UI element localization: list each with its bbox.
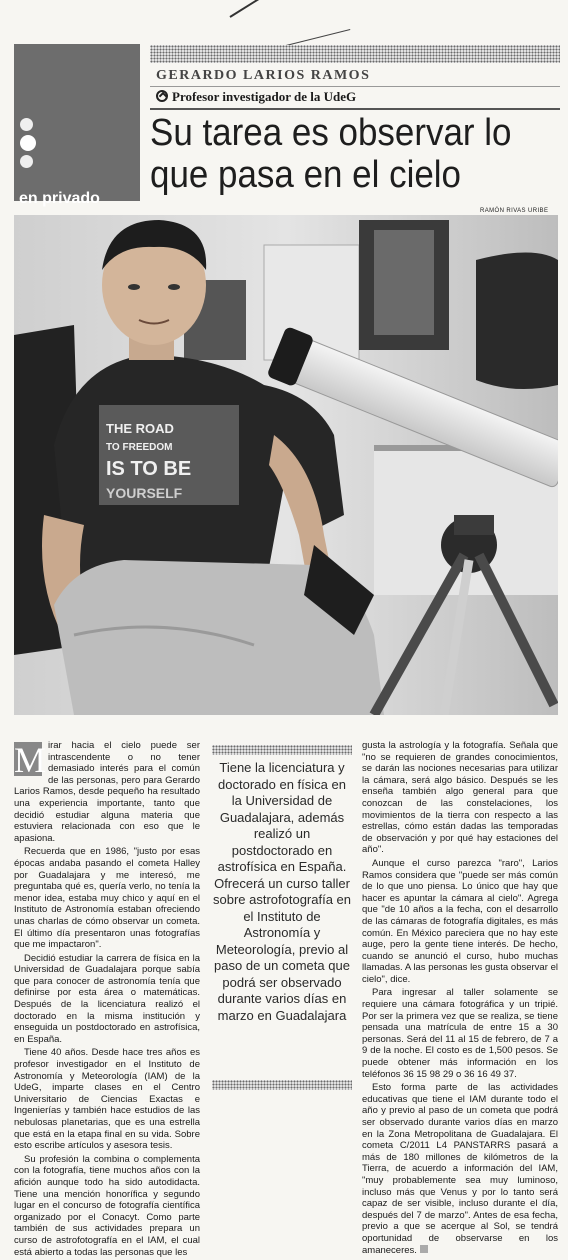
divider [150, 86, 560, 87]
column-label: en privado [19, 190, 100, 207]
shirt-text: THE ROAD [106, 421, 174, 436]
paragraph: gusta la astrología y la fotografía. Señala que "no se requieren de grandes conocimientos, se darán las nociones necesarias para utilizar la cámara, será algo básico. Después se les enseña también algo general para que conozcan de las constelaciones, los movimientos de la tierra con respecto a las estrellas, cómo están dadas las temporadas de observación y por qué hay estaciones del año". [362, 740, 558, 856]
paragraph: Aunque el curso parezca "raro", Larios Ramos considera que "puede ser más común de lo que uno piensa. Lo único que hay que hacer es apuntar la cámara al cielo". Agrega que "de 10 años a la fecha, con el desarrollo de las cámaras de fotografía digitales, es más común. En México pareciera que no hay este auge, pero la gente tiene interés. De hecho, cuando se anunció el curso, hubo muchas llamadas. A las personas les gusta observar el cielo", dice. [362, 857, 558, 985]
pen-stroke-mark [229, 0, 283, 18]
shirt-text: TO FREEDOM [106, 442, 173, 453]
pullquote-dotted-bar [212, 1080, 352, 1090]
subject-name: GERARDO LARIOS RAMOS [156, 68, 371, 83]
column-box [14, 44, 140, 207]
photo-credit: RAMÓN RIVAS URIBE [480, 208, 549, 214]
shirt-text: YOURSELF [106, 485, 183, 501]
column-dots-icon [18, 118, 52, 172]
paragraph: Esto forma parte de las actividades educativas que tiene el IAM durante todo el año y previo al paso de un cometa que podrá ser observado durante varios días en marzo en la Zona Metropolitana de Guadalajara. El cometa C/2011 L4 PANSTARRS pasará a más de 180 millones de kilómetros de la Tierra, de acuerdo a información del IAM, "muy probablemente sea muy luminoso, incluso más que Venus y por lo tanto será capaz de ser visible, incluso durante el día, después del 7 de marzo". Antes de esa fecha, previo a que se acerque al Sol, se tendrá oportunidad de observarse en los amaneceres. [362, 1082, 558, 1256]
shirt-text: IS TO BE [106, 458, 192, 480]
divider [150, 108, 560, 110]
paragraph: Recuerda que en 1986, "justo por esas épocas andaba pasando el cometa Halley por Guadalajara y me interesó, me preguntaba qué es, quería verlo, no tenía la menor idea, estaba muy chico y aquí en el Instituto de Astronomía estaban ofreciendo unas charlas de cómo observar un cometa. El último día presentaron unas fotografías que me impactaron". [14, 846, 200, 951]
paragraph: Decidió estudiar la carrera de física en la Universidad de Guadalajara porque sabía que para conocer de astronomía tenía que definirse por esta área o matemáticas. Después de la licenciatura realizó el doctorado en la misma institución y enseguida un postdoctorado en astrofísica, en España. [14, 952, 200, 1045]
arrow-circle-icon [156, 90, 168, 102]
paragraph: irar hacia el cielo puede ser intrascendente o no tener demasiado interés para el común de las personas, pero para Gerardo Larios Ramos, desde pequeño ha resultado una experiencia importante, tanto que decidió estudiar alguna materia que estuviera relacionada con eso que le apasiona. [14, 740, 200, 844]
header-dotted-bar [150, 45, 560, 63]
end-mark-icon [420, 1245, 428, 1253]
article-column-1 [14, 740, 200, 1260]
article-column-3 [362, 740, 558, 1258]
role-text: Profesor investigador de la UdeG [172, 89, 357, 104]
pullquote-dotted-bar [212, 745, 352, 755]
article-photo [14, 215, 558, 715]
subject-role [156, 89, 356, 105]
dropcap: M [14, 740, 47, 780]
headline: Su tarea es observar lo que pasa en el cielo [150, 112, 512, 196]
pullquote: Tiene la licenciatura y doctorado en física en la Universidad de Guadalajara, además realizó un postdoctorado en astrofísica en España. Ofrecerá un curso taller sobre astrofotografía en el Instituto de Astronomía y Meteorología, previo al paso de un cometa que podrá ser observado durante varios días en marzo en Guadalajara [212, 760, 352, 1023]
paragraph: Tiene 40 años. Desde hace tres años es profesor investigador en el Instituto de Astronomía y Meteorología (IAM) de la UdeG, imparte clases en el Centro Universitario de Ciencias Exactas e Ingenierías y también hace estudios de las nebulosas planetarias, que es una estrella que está en la etapa final en su vida. Sobre esto escribe artículos y asesora tesis. [14, 1047, 200, 1152]
paragraph: Para ingresar al taller solamente se requiere una cámara fotográfica y un tripié. Por ser la primera vez que se realiza, se tiene pensada una matrícula de entre 15 a 30 personas. Será del 11 al 15 de febrero, de 7 a 9 de la noche. El costo es de 1,500 pesos. Se puede obtener más información en los teléfonos 36 15 98 29 o 36 16 49 37. [362, 987, 558, 1080]
paragraph: Su profesión la combina o complementa con la fotografía, tiene muchos años con la afición aunque todo ha sido autodidacta. Tiene una mención honorífica y segundo lugar en el concurso de fotografía científica organizado por el Conacyt. Como parte también de sus actividades prepara un curso de astrofotografía en el IAM, el cual está abierto a todas las personas que les [14, 1153, 200, 1258]
